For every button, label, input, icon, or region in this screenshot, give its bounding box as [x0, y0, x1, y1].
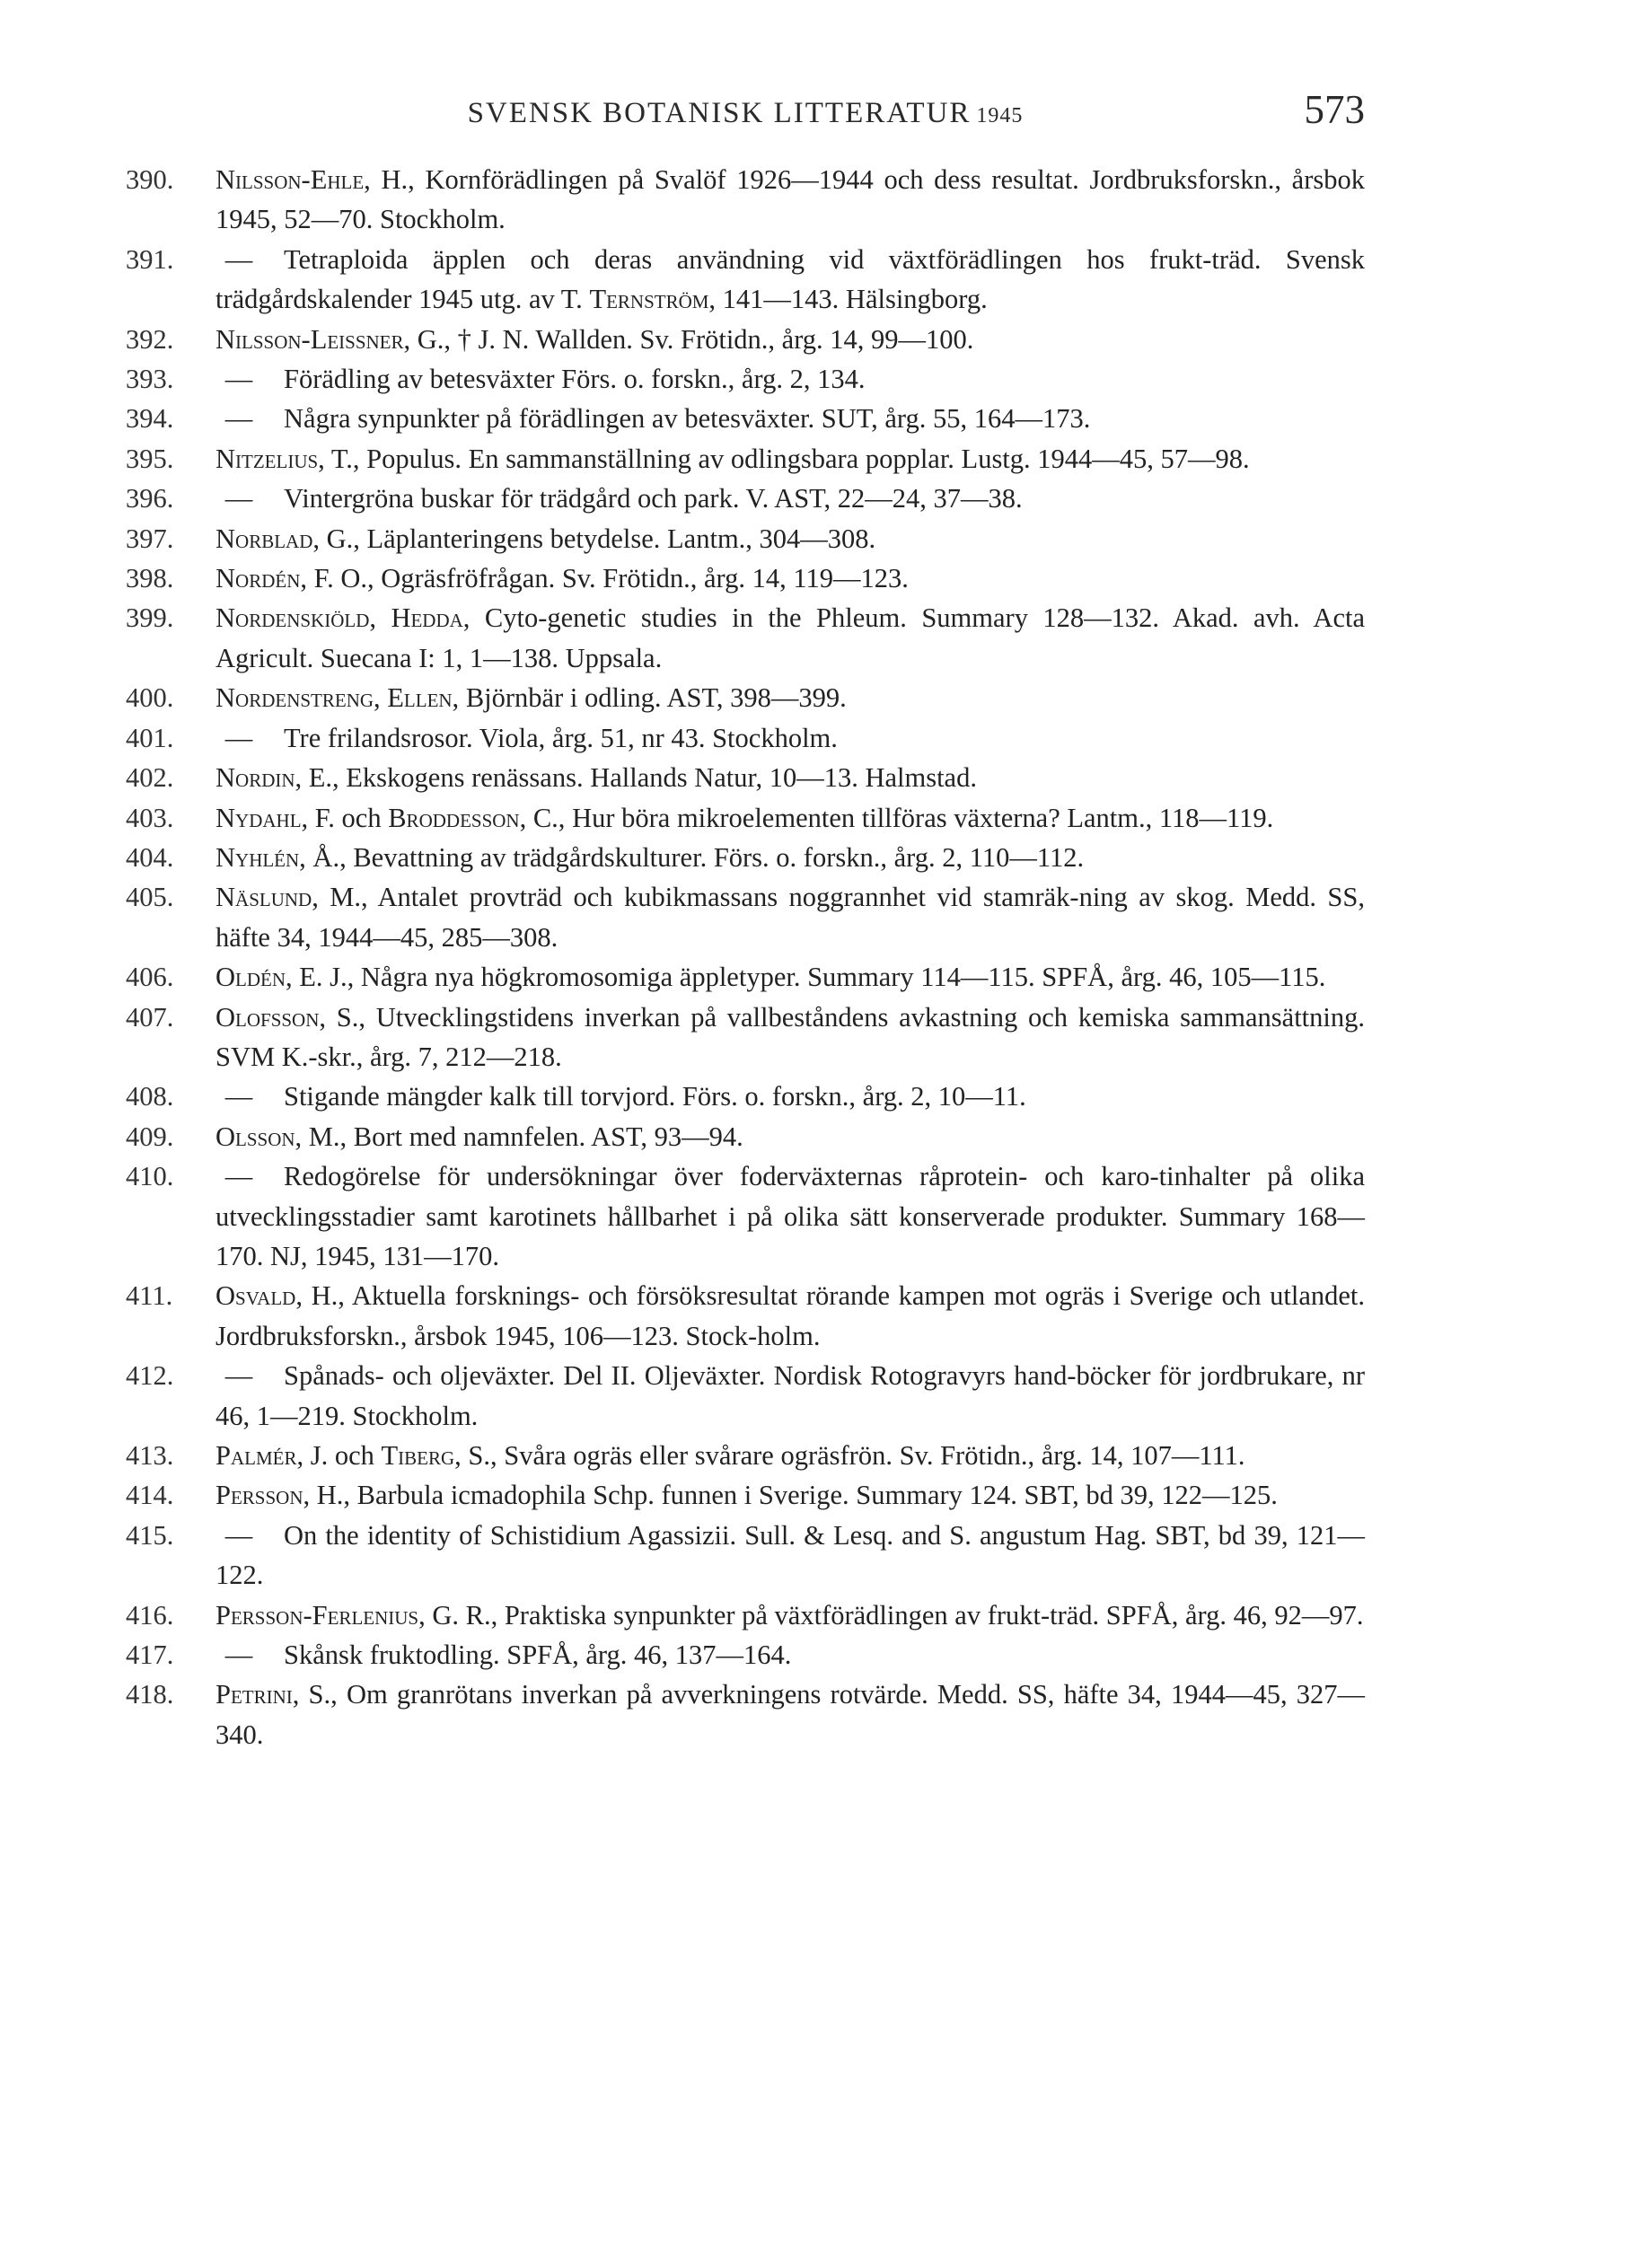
bibliography-entry: [126, 240, 1365, 320]
ditto-dash: —: [224, 483, 253, 514]
entry-number: 408.: [126, 1081, 174, 1112]
entry-author: Nydahl, F.: [215, 802, 335, 833]
ditto-dash: —: [224, 1639, 253, 1671]
ditto-dash: —: [224, 722, 253, 753]
entry-text: On the identity of Schistidium Agassizii. Sull. & Lesq. and S. angustum Hag. SBT, bd 39, 121—122.: [215, 1519, 1365, 1591]
entry-number: 396.: [126, 483, 174, 514]
bibliography-entry: [126, 758, 1365, 797]
running-title-year: 1945: [976, 104, 1024, 127]
entry-number: 416.: [126, 1599, 174, 1631]
ditto-dash: —: [224, 364, 253, 395]
bibliography-entry: [126, 718, 1365, 758]
entry-author: Nitzelius, T.,: [215, 443, 360, 474]
entry-text: Kornförädlingen på Svalöf 1926—1944 och dess resultat. Jordbruksforskn., årsbok 1945, 52—70. Stockholm.: [215, 164, 1365, 235]
ditto-dash: —: [224, 1519, 253, 1551]
entry-author: Palmér, J.: [215, 1440, 329, 1471]
entry-text: Stigande mängder kalk till torvjord. Förs. o. forskn., årg. 2, 10—11.: [284, 1081, 1026, 1112]
bibliography-entry: [126, 998, 1365, 1077]
entry-text-continued: Svåra ogräs eller svårare ogräsfrön. Sv. Frötidn., årg. 14, 107—111.: [504, 1440, 1245, 1471]
bibliography-entry: [126, 1356, 1365, 1436]
entry-coauthor: Ternström,: [589, 284, 717, 315]
entry-text-continued: 141—143. Hälsingborg.: [722, 284, 988, 315]
bibliography-entry: [126, 558, 1365, 598]
entry-text: Tetraploida äpplen och deras användning vid växtförädlingen hos frukt-träd. Svensk trädgårdskalender 1945 utg. av T.: [215, 243, 1365, 315]
entry-text: Cyto-genetic studies in the Phleum. Summary 128—132. Akad. avh. Acta Agricult. Suecana I: 1, 1—138. Uppsala.: [215, 602, 1366, 673]
entry-number: 390.: [126, 164, 174, 195]
bibliography-entry: [126, 877, 1365, 957]
entry-number: 400.: [126, 682, 174, 714]
entry-author: Norblad, G.,: [215, 523, 360, 554]
entry-text: Antalet provträd och kubikmassans noggrannhet vid stamräk-ning av skog. Medd. SS, häfte 34, 1944—45, 285—308.: [215, 882, 1365, 953]
bibliography-entry: [126, 160, 1365, 240]
bibliography-entry: [126, 1156, 1365, 1276]
entry-text: Redogörelse för undersökningar över foderväxternas råprotein- och karo-tinhalter på olika utvecklingsstadier samt karotinets hållbarhet i på olika sätt konserverade produkter. Summary 168—170. NJ, 1945, 131—170.: [215, 1161, 1365, 1271]
bibliography-entry: [126, 1675, 1365, 1754]
entry-number: 406.: [126, 962, 174, 993]
entry-number: 405.: [126, 882, 174, 913]
entry-text: Vintergröna buskar för trädgård och park. V. AST, 22—24, 37—38.: [284, 483, 1023, 514]
entry-author: Nyhlén, Å.,: [215, 841, 347, 873]
bibliography-entry: [126, 519, 1365, 558]
entry-number: 392.: [126, 323, 174, 355]
bibliography-entry: [126, 320, 1365, 359]
entry-text: och: [334, 1440, 374, 1471]
page-number: 573: [1304, 87, 1365, 132]
entry-author: Olofsson, S.,: [215, 1001, 365, 1033]
entry-author: Nordenskiöld, Hedda,: [215, 602, 471, 634]
entry-author: Petrini, S.,: [215, 1679, 338, 1710]
entry-text: Tre frilandsrosor. Viola, årg. 51, nr 43. Stockholm.: [284, 722, 838, 753]
entry-text: Aktuella forsknings- och försöksresultat rörande kampen mot ogräs i Sverige och utlandet. Jordbruksforskn., årsbok 1945, 106—123. Stock-holm.: [215, 1280, 1365, 1351]
bibliography-entry: [126, 798, 1365, 838]
entry-text: och: [341, 802, 382, 833]
entry-author: Oldén, E. J.,: [215, 962, 355, 993]
bibliography-entry: [126, 399, 1365, 438]
entry-text: Skånsk fruktodling. SPFÅ, årg. 46, 137—164.: [284, 1639, 792, 1671]
entry-text: Ekskogens renässans. Hallands Natur, 10—13. Halmstad.: [346, 762, 977, 794]
entry-author: Persson, H.,: [215, 1480, 351, 1511]
bibliography-entry: [126, 678, 1365, 717]
ditto-dash: —: [224, 1081, 253, 1112]
entry-author: Olsson, M.,: [215, 1121, 347, 1152]
entry-text: Bort med namnfelen. AST, 93—94.: [353, 1121, 743, 1152]
running-title-text: SVENSK BOTANISK LITTERATUR: [467, 97, 972, 129]
entry-number: 407.: [126, 1001, 174, 1033]
entry-number: 403.: [126, 802, 174, 833]
bibliography-entry: [126, 838, 1365, 877]
bibliography-entry: [126, 1436, 1365, 1475]
entry-number: 391.: [126, 243, 174, 275]
entry-number: 393.: [126, 364, 174, 395]
bibliography-entry: [126, 1635, 1365, 1675]
page-header: [126, 86, 1365, 140]
entry-text: Populus. En sammanställning av odlingsbara popplar. Lustg. 1944—45, 57—98.: [366, 443, 1250, 474]
bibliography-entry: [126, 1516, 1365, 1596]
entry-author: Nilsson-Ehle, H.,: [215, 164, 415, 195]
entry-number: 418.: [126, 1679, 174, 1710]
entry-text: Några nya högkromosomiga äppletyper. Summary 114—115. SPFÅ, årg. 46, 105—115.: [360, 962, 1326, 993]
entry-number: 413.: [126, 1440, 174, 1471]
bibliography-entry: [126, 957, 1365, 997]
ditto-dash: —: [224, 243, 253, 275]
bibliography-list: [126, 160, 1365, 1754]
bibliography-entry: [126, 479, 1365, 518]
entry-text: Björnbär i odling. AST, 398—399.: [465, 682, 847, 714]
entry-author: Nordén, F. O.,: [215, 563, 374, 594]
entry-author: Nordenstreng, Ellen,: [215, 682, 460, 714]
entry-number: 417.: [126, 1639, 174, 1671]
bibliography-entry: [126, 598, 1365, 678]
bibliography-entry: [126, 1475, 1365, 1515]
entry-text: Praktiska synpunkter på växtförädlingen av frukt-träd. SPFÅ, årg. 46, 92—97.: [504, 1599, 1364, 1631]
ditto-dash: —: [224, 1161, 253, 1192]
entry-text: Läplanteringens betydelse. Lantm., 304—308.: [366, 523, 876, 554]
entry-author: Näslund, M.,: [215, 882, 368, 913]
ditto-dash: —: [224, 1360, 253, 1392]
entry-number: 394.: [126, 403, 174, 435]
bibliography-entry: [126, 1117, 1365, 1156]
entry-number: 397.: [126, 523, 174, 554]
entry-number: 402.: [126, 762, 174, 794]
entry-number: 409.: [126, 1121, 174, 1152]
ditto-dash: —: [224, 403, 253, 435]
bibliography-entry: [126, 359, 1365, 399]
entry-text: Bevattning av trädgårdskulturer. Förs. o. forskn., årg. 2, 110—112.: [353, 841, 1085, 873]
entry-text: Förädling av betesväxter Förs. o. forskn., årg. 2, 134.: [284, 364, 866, 395]
running-title: [126, 97, 1365, 130]
entry-number: 401.: [126, 722, 174, 753]
entry-text: Utvecklingstidens inverkan på vallbeståndens avkastning och kemiska sammansättning. SVM K.-skr., årg. 7, 212—218.: [215, 1001, 1366, 1072]
entry-author: Osvald, H.,: [215, 1280, 345, 1312]
entry-author: Nilsson-Leissner, G.,: [215, 323, 452, 355]
entry-number: 412.: [126, 1360, 174, 1392]
entry-text-continued: Hur böra mikroelementen tillföras växterna? Lantm., 118—119.: [572, 802, 1274, 833]
entry-author: Persson-Ferlenius, G. R.,: [215, 1599, 498, 1631]
entry-text: Barbula icmadophila Schp. funnen i Sverige. Summary 124. SBT, bd 39, 122—125.: [356, 1480, 1278, 1511]
entry-text: Spånads- och oljeväxter. Del II. Oljeväxter. Nordisk Rotogravyrs hand-böcker för jordbrukare, nr 46, 1—219. Stockholm.: [215, 1360, 1365, 1431]
entry-coauthor: Broddesson, C.,: [388, 802, 566, 833]
entry-number: 410.: [126, 1161, 174, 1192]
entry-author: Nordin, E.,: [215, 762, 339, 794]
entry-number: 398.: [126, 563, 174, 594]
bibliography-entry: [126, 1077, 1365, 1116]
bibliography-entry: [126, 1596, 1365, 1635]
entry-number: 411.: [126, 1280, 173, 1312]
entry-number: 414.: [126, 1480, 174, 1511]
entry-text: Om granrötans inverkan på avverkningens rotvärde. Medd. SS, häfte 34, 1944—45, 327—340.: [215, 1679, 1365, 1750]
entry-text: Ogräsfröfrågan. Sv. Frötidn., årg. 14, 119—123.: [381, 563, 909, 594]
bibliography-entry: [126, 1276, 1365, 1356]
entry-text: † J. N. Wallden. Sv. Frötidn., årg. 14, 99—100.: [457, 323, 974, 355]
entry-text: Några synpunkter på förädlingen av betesväxter. SUT, årg. 55, 164—173.: [284, 403, 1091, 435]
bibliography-entry: [126, 439, 1365, 479]
entry-number: 395.: [126, 443, 174, 474]
entry-coauthor: Tiberg, S.,: [381, 1440, 497, 1471]
entry-number: 399.: [126, 602, 174, 634]
entry-number: 404.: [126, 841, 174, 873]
entry-number: 415.: [126, 1519, 174, 1551]
